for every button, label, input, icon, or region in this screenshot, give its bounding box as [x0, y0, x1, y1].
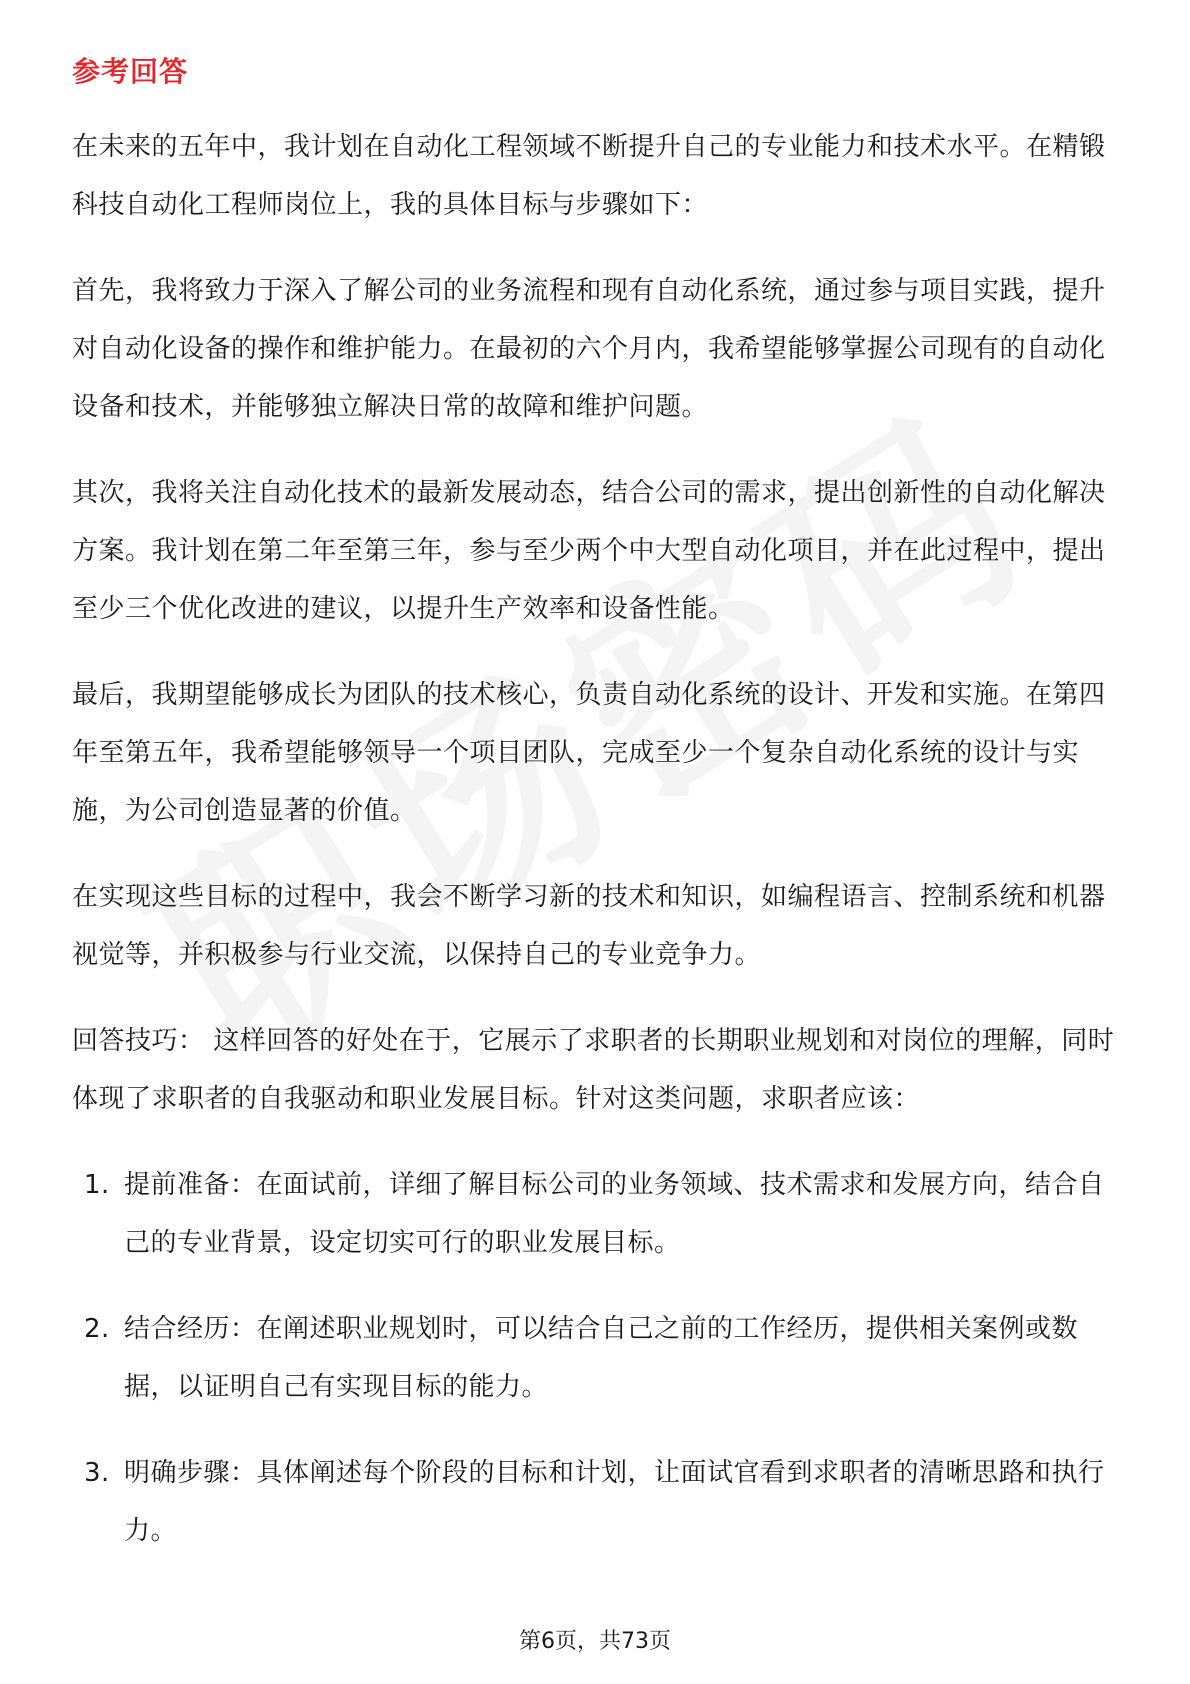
paragraph-second: 其次，我将关注自动化技术的最新发展动态，结合公司的需求，提出创新性的自动化解决方案。我计划在第二年至第三年，参与至少两个中大型自动化项目，并在此过程中，提出至少三个优化改进的建议，以提升生产效率和设备性能。 — [72, 478, 1106, 624]
section-heading: 参考回答 — [72, 55, 189, 88]
list-item — [72, 1444, 1122, 1560]
answer-content — [72, 118, 1122, 1588]
list-text: 提前准备：在面试前，详细了解目标公司的业务领域、技术需求和发展方向，结合自己的专业背景，设定切实可行的职业发展目标。 — [124, 1170, 1105, 1258]
paragraph-last: 最后，我期望能够成长为团队的技术核心，负责自动化系统的设计、开发和实施。在第四年至第五年，我希望能够领导一个项目团队，完成至少一个复杂自动化系统的设计与实施，为公司创造显著的价值。 — [72, 680, 1106, 826]
list-number: 2. — [84, 1314, 110, 1344]
list-item — [72, 1156, 1122, 1272]
paragraph-learning: 在实现这些目标的过程中，我会不断学习新的技术和知识，如编程语言、控制系统和机器视觉等，并积极参与行业交流，以保持自己的专业竞争力。 — [72, 882, 1106, 970]
paragraph-tips-intro: 回答技巧： 这样回答的好处在于，它展示了求职者的长期职业规划和对岗位的理解，同时体现了求职者的自我驱动和职业发展目标。针对这类问题，求职者应该： — [72, 1026, 1115, 1114]
list-item — [72, 1300, 1122, 1416]
list-text: 结合经历：在阐述职业规划时，可以结合自己之前的工作经历，提供相关案例或数据，以证明自己有实现目标的能力。 — [124, 1314, 1079, 1402]
page-number: 第6页，共73页 — [519, 1629, 671, 1654]
paragraph-intro: 在未来的五年中，我计划在自动化工程领域不断提升自己的专业能力和技术水平。在精锻科技自动化工程师岗位上，我的具体目标与步骤如下： — [72, 132, 1106, 220]
paragraph-first: 首先，我将致力于深入了解公司的业务流程和现有自动化系统，通过参与项目实践，提升对自动化设备的操作和维护能力。在最初的六个月内，我希望能够掌握公司现有的自动化设备和技术，并能够独立解决日常的故障和维护问题。 — [72, 276, 1106, 422]
list-number: 3. — [84, 1458, 110, 1488]
list-text: 明确步骤：具体阐述每个阶段的目标和计划，让面试官看到求职者的清晰思路和执行力。 — [124, 1458, 1105, 1546]
list-number: 1. — [84, 1170, 110, 1200]
tips-list — [72, 1156, 1122, 1560]
